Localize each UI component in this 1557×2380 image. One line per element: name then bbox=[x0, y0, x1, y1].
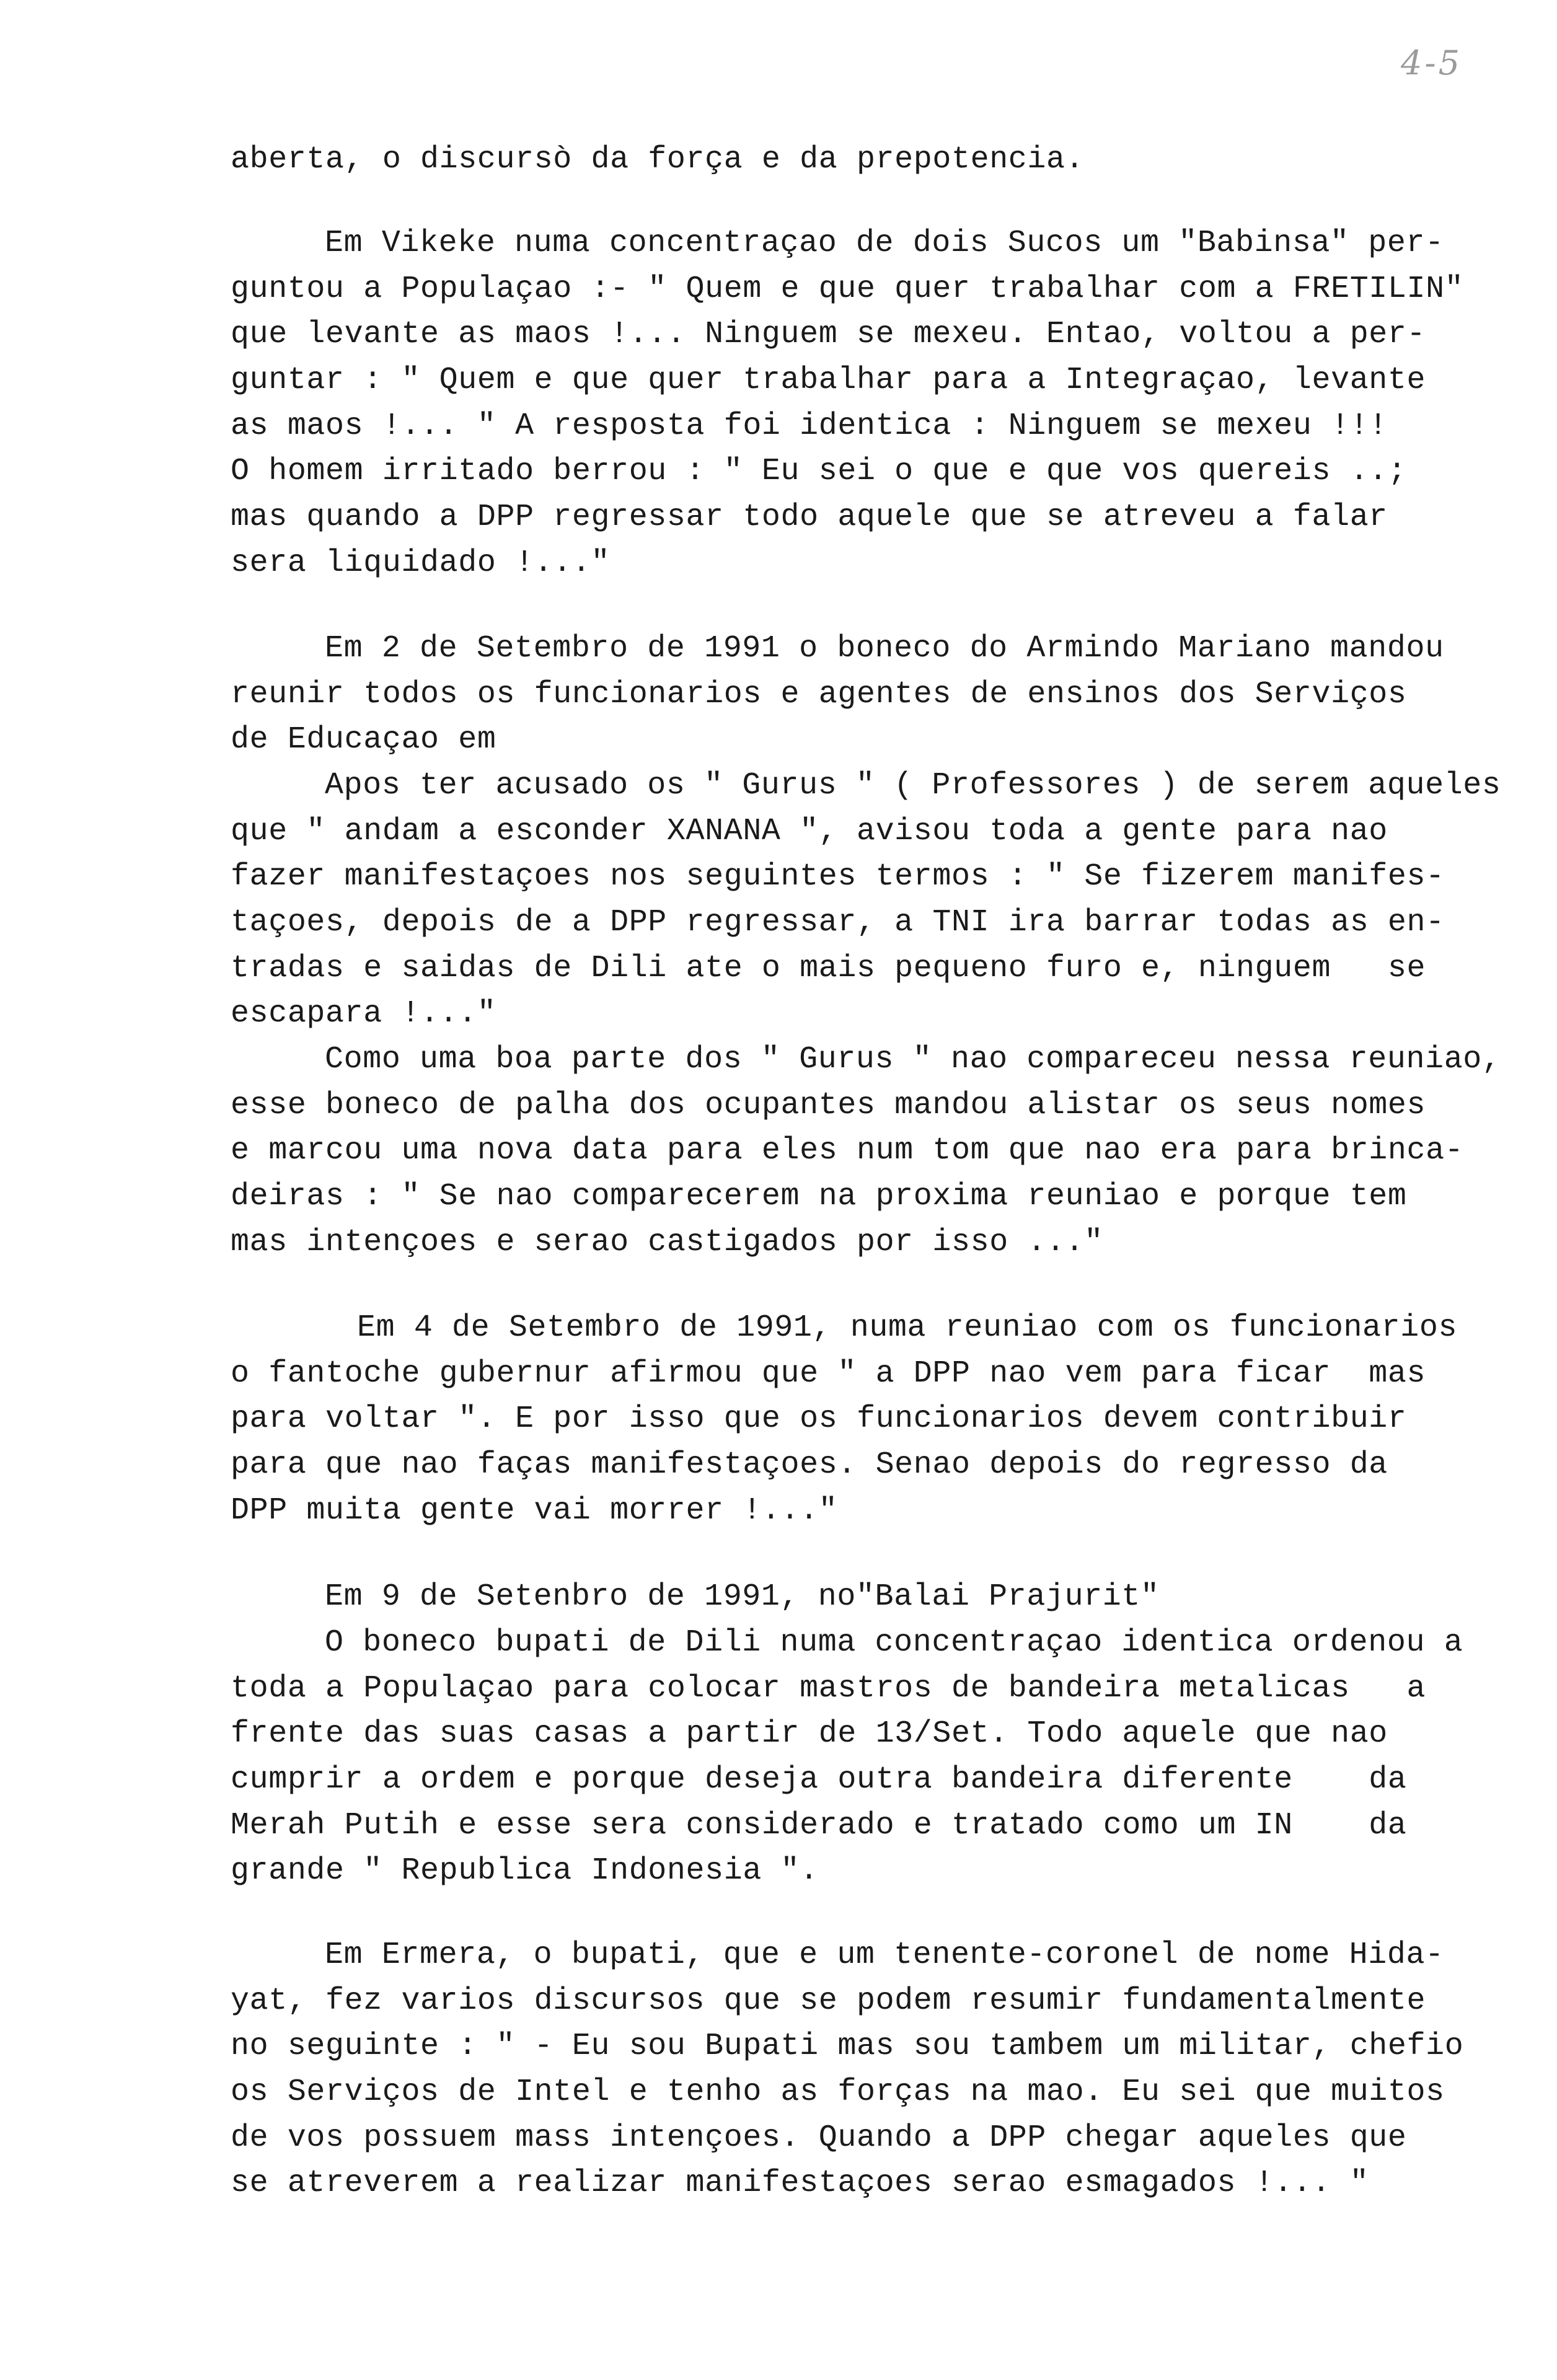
text-line: guntar : " Quem e que quer trabalhar para a Integraçao, levante bbox=[231, 363, 1426, 398]
text-line: que " andam a esconder XANANA ", avisou toda a gente para nao bbox=[231, 814, 1388, 849]
text-line: Em Ermera, o bupati, que e um tenente-coronel de nome Hida- bbox=[325, 1937, 1444, 1973]
text-line: sera liquidado !..." bbox=[231, 545, 611, 581]
text-line: reunir todos os funcionarios e agentes de ensinos dos Serviços bbox=[231, 677, 1407, 712]
text-line: Em 9 de Setenbro de 1991, no"Balai Prajurit" bbox=[325, 1579, 1160, 1615]
text-line: guntou a Populaçao :- " Quem e que quer trabalhar com a FRETILIN" bbox=[231, 271, 1464, 307]
page-number: 4-5 bbox=[1401, 43, 1462, 82]
text-line: Em 2 de Setembro de 1991 o boneco do Armindo Mariano mandou bbox=[325, 631, 1444, 666]
text-line: de vos possuem mass intençoes. Quando a DPP chegar aqueles que bbox=[231, 2120, 1407, 2156]
text-line: se atreverem a realizar manifestaçoes serao esmagados !... " bbox=[231, 2166, 1369, 2201]
text-line: frente das suas casas a partir de 13/Set. Todo aquele que nao bbox=[231, 1716, 1388, 1752]
text-line: deiras : " Se nao comparecerem na proxima reuniao e porque tem bbox=[231, 1179, 1407, 1214]
text-line: o fantoche gubernur afirmou que " a DPP nao vem para ficar mas bbox=[231, 1356, 1426, 1391]
text-line: aberta, o discursò da força e da prepotencia. bbox=[231, 142, 1085, 177]
text-line: e marcou uma nova data para eles num tom que nao era para brinca- bbox=[231, 1133, 1464, 1168]
text-line: escapara !..." bbox=[231, 996, 496, 1031]
text-line: Em Vikeke numa concentraçao de dois Sucos um "Babinsa" per- bbox=[325, 226, 1444, 261]
text-line: O boneco bupati de Dili numa concentraçao identica ordenou a bbox=[325, 1625, 1463, 1660]
text-line: fazer manifestaçoes nos seguintes termos : " Se fizerem manifes- bbox=[231, 859, 1445, 894]
text-line: O homem irritado berrou : " Eu sei o que e que vos quereis ..; bbox=[231, 454, 1407, 489]
text-line: mas intençoes e serao castigados por isso ..." bbox=[231, 1225, 1103, 1260]
text-line: os Serviços de Intel e tenho as forças na mao. Eu sei que muitos bbox=[231, 2074, 1445, 2110]
text-line: que levante as maos !... Ninguem se mexeu. Entao, voltou a per- bbox=[231, 317, 1426, 352]
text-line: tradas e saidas de Dili ate o mais pequeno furo e, ninguem se bbox=[231, 951, 1426, 986]
text-line: Como uma boa parte dos " Gurus " nao compareceu nessa reuniao, bbox=[325, 1042, 1501, 1077]
text-line: Em 4 de Setembro de 1991, numa reuniao com os funcionarios bbox=[357, 1310, 1458, 1346]
text-line: as maos !... " A resposta foi identica : Ninguem se mexeu !!! bbox=[231, 408, 1388, 444]
text-line: esse boneco de palha dos ocupantes mandou alistar os seus nomes bbox=[231, 1088, 1426, 1123]
text-line: taçoes, depois de a DPP regressar, a TNI ira barrar todas as en- bbox=[231, 905, 1445, 940]
text-line: cumprir a ordem e porque deseja outra bandeira diferente da bbox=[231, 1762, 1407, 1797]
text-line: de Educaçao em bbox=[231, 722, 496, 757]
text-line: toda a Populaçao para colocar mastros de bandeira metalicas a bbox=[231, 1671, 1426, 1706]
text-line: mas quando a DPP regressar todo aquele que se atreveu a falar bbox=[231, 500, 1388, 535]
text-line: Apos ter acusado os " Gurus " ( Professores ) de serem aqueles bbox=[325, 768, 1501, 803]
text-line: yat, fez varios discursos que se podem resumir fundamentalmente bbox=[231, 1983, 1426, 2019]
text-line: DPP muita gente vai morrer !..." bbox=[231, 1493, 838, 1528]
text-line: grande " Republica Indonesia ". bbox=[231, 1853, 819, 1889]
text-line: Merah Putih e esse sera considerado e tratado como um IN da bbox=[231, 1808, 1407, 1843]
text-line: para que nao faças manifestaçoes. Senao depois do regresso da bbox=[231, 1447, 1388, 1483]
text-line: para voltar ". E por isso que os funcionarios devem contribuir bbox=[231, 1401, 1407, 1437]
text-line: no seguinte : " - Eu sou Bupati mas sou tambem um militar, chefio bbox=[231, 2029, 1464, 2064]
